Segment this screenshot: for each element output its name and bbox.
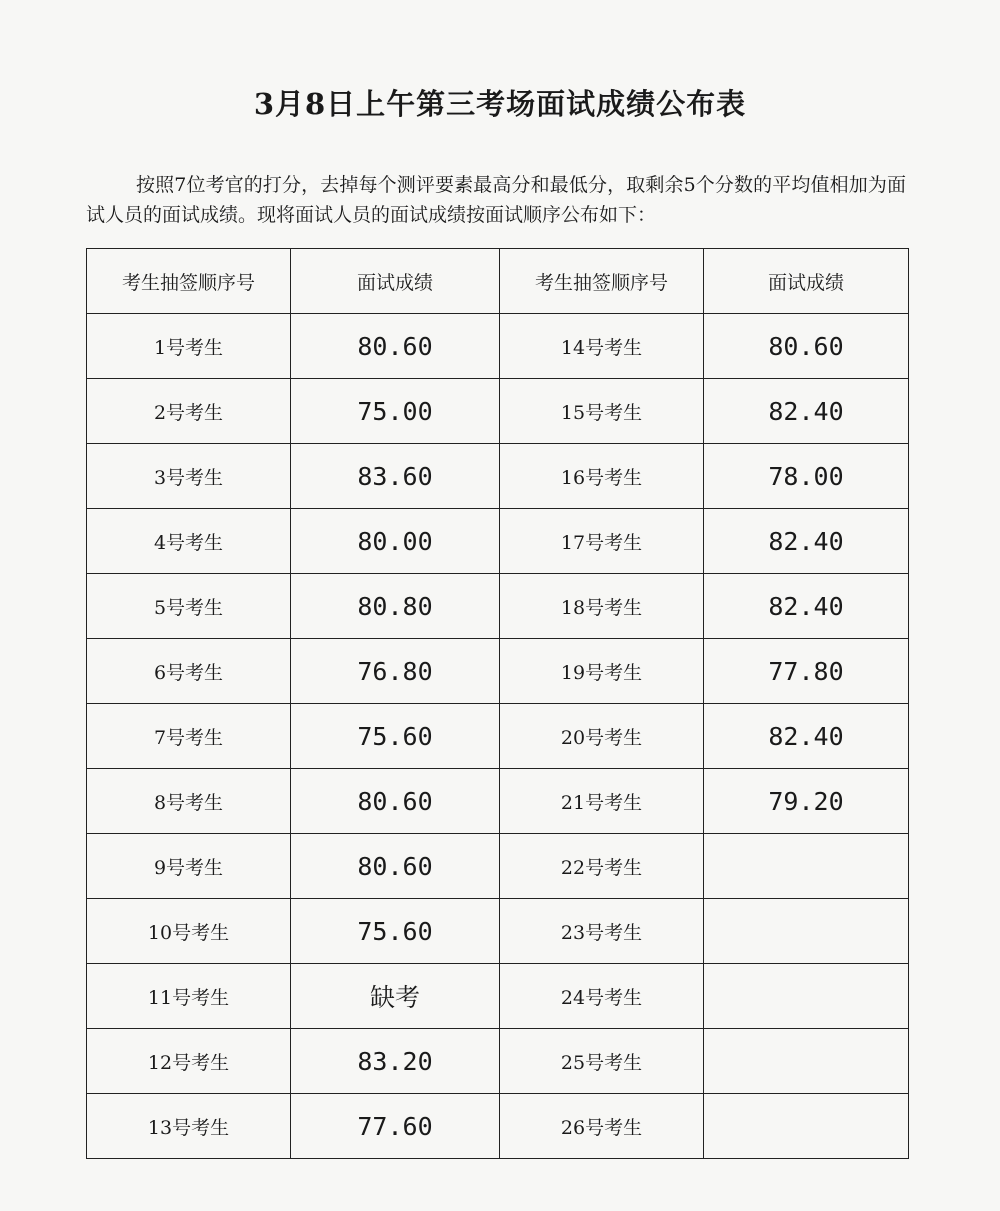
left-score-cell: 75.60 — [291, 899, 500, 964]
intro-paragraph: 按照7位考官的打分，去掉每个测评要素最高分和最低分，取剩余5个分数的平均值相加为面试人员的面试成绩。现将面试人员的面试成绩按面试顺序公布如下： — [86, 174, 906, 226]
right-candidate-cell: 15号考生 — [500, 379, 704, 444]
right-score-cell — [704, 1094, 909, 1159]
header-right-candidate: 考生抽签顺序号 — [500, 249, 704, 314]
left-score-cell: 缺考 — [291, 964, 500, 1029]
left-candidate-cell: 4号考生 — [87, 509, 291, 574]
right-candidate-cell: 16号考生 — [500, 444, 704, 509]
table-row — [87, 1029, 909, 1094]
right-score-cell: 82.40 — [704, 704, 909, 769]
right-score-cell: 82.40 — [704, 379, 909, 444]
table-header-row — [87, 249, 909, 314]
score-table — [86, 248, 909, 1159]
right-score-cell: 82.40 — [704, 509, 909, 574]
table-row — [87, 574, 909, 639]
right-candidate-cell: 14号考生 — [500, 314, 704, 379]
table-row — [87, 509, 909, 574]
left-candidate-cell: 11号考生 — [87, 964, 291, 1029]
left-candidate-cell: 5号考生 — [87, 574, 291, 639]
right-candidate-cell: 20号考生 — [500, 704, 704, 769]
right-score-cell: 78.00 — [704, 444, 909, 509]
left-score-cell: 80.60 — [291, 769, 500, 834]
left-candidate-cell: 6号考生 — [87, 639, 291, 704]
right-candidate-cell: 17号考生 — [500, 509, 704, 574]
left-candidate-cell: 2号考生 — [87, 379, 291, 444]
header-left-score: 面试成绩 — [291, 249, 500, 314]
right-score-cell: 79.20 — [704, 769, 909, 834]
right-score-cell: 80.60 — [704, 314, 909, 379]
left-score-cell: 83.20 — [291, 1029, 500, 1094]
right-score-cell — [704, 834, 909, 899]
left-score-cell: 75.00 — [291, 379, 500, 444]
right-candidate-cell: 21号考生 — [500, 769, 704, 834]
table-row — [87, 314, 909, 379]
left-candidate-cell: 9号考生 — [87, 834, 291, 899]
table-row — [87, 769, 909, 834]
right-candidate-cell: 19号考生 — [500, 639, 704, 704]
left-candidate-cell: 13号考生 — [87, 1094, 291, 1159]
right-candidate-cell: 23号考生 — [500, 899, 704, 964]
right-candidate-cell: 18号考生 — [500, 574, 704, 639]
left-score-cell: 80.80 — [291, 574, 500, 639]
right-score-cell — [704, 964, 909, 1029]
table-row — [87, 444, 909, 509]
table-row — [87, 639, 909, 704]
left-score-cell: 80.00 — [291, 509, 500, 574]
page-title: 3月8日上午第三考场面试成绩公布表 — [253, 87, 747, 121]
left-candidate-cell: 12号考生 — [87, 1029, 291, 1094]
left-candidate-cell: 1号考生 — [87, 314, 291, 379]
table-row — [87, 704, 909, 769]
right-score-cell: 82.40 — [704, 574, 909, 639]
right-score-cell: 77.80 — [704, 639, 909, 704]
left-candidate-cell: 8号考生 — [87, 769, 291, 834]
left-score-cell: 77.60 — [291, 1094, 500, 1159]
header-left-candidate: 考生抽签顺序号 — [87, 249, 291, 314]
left-candidate-cell: 7号考生 — [87, 704, 291, 769]
left-score-cell: 83.60 — [291, 444, 500, 509]
left-score-cell: 76.80 — [291, 639, 500, 704]
right-candidate-cell: 26号考生 — [500, 1094, 704, 1159]
left-candidate-cell: 3号考生 — [87, 444, 291, 509]
right-score-cell — [704, 899, 909, 964]
left-score-cell: 75.60 — [291, 704, 500, 769]
header-right-score: 面试成绩 — [704, 249, 909, 314]
right-score-cell — [704, 1029, 909, 1094]
table-row — [87, 379, 909, 444]
left-score-cell: 80.60 — [291, 834, 500, 899]
table-row — [87, 834, 909, 899]
right-candidate-cell: 24号考生 — [500, 964, 704, 1029]
right-candidate-cell: 22号考生 — [500, 834, 704, 899]
right-candidate-cell: 25号考生 — [500, 1029, 704, 1094]
left-candidate-cell: 10号考生 — [87, 899, 291, 964]
left-score-cell: 80.60 — [291, 314, 500, 379]
table-row — [87, 899, 909, 964]
table-row — [87, 964, 909, 1029]
table-row — [87, 1094, 909, 1159]
